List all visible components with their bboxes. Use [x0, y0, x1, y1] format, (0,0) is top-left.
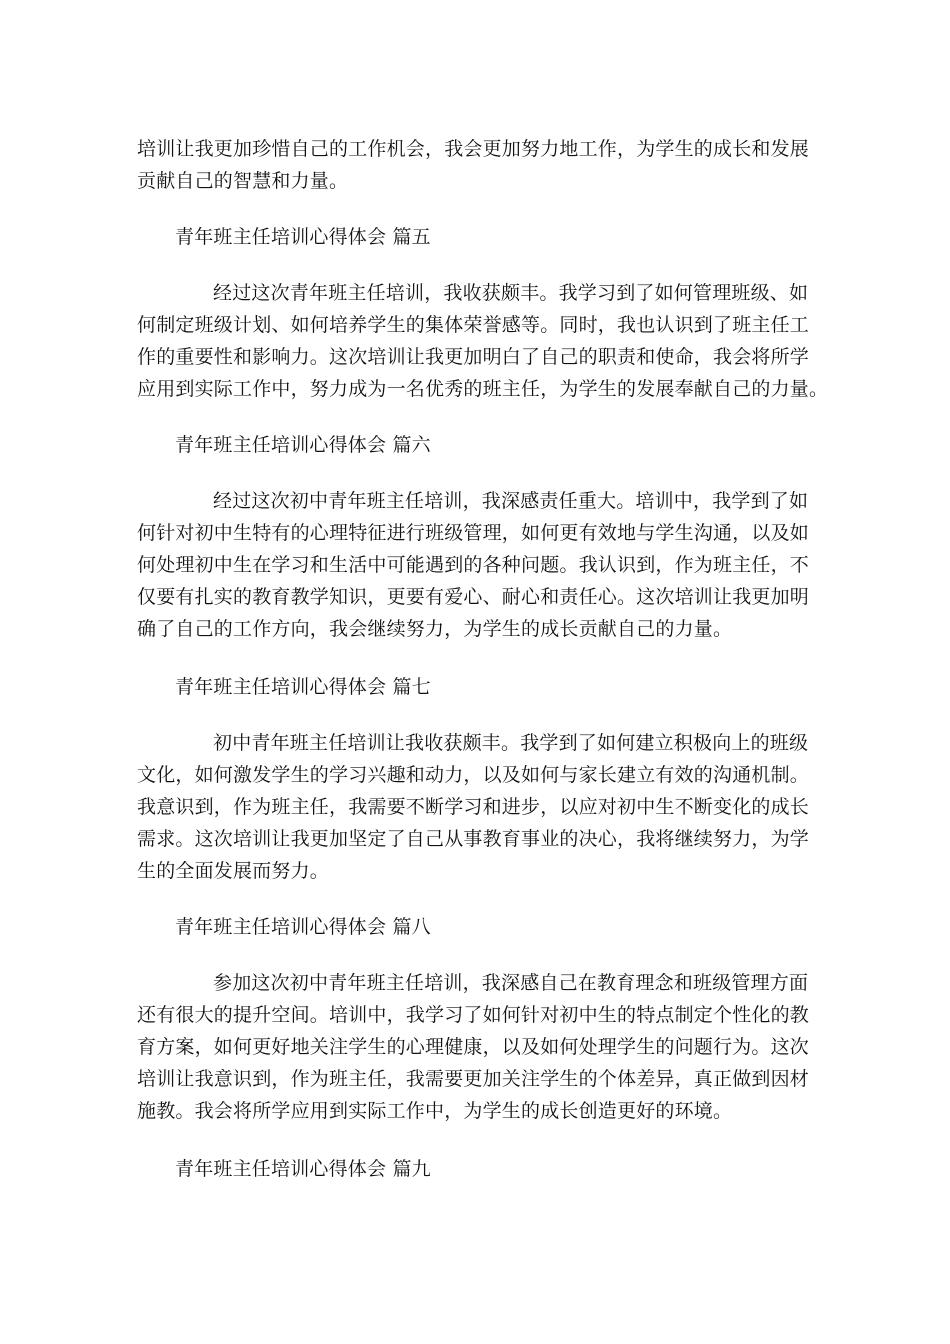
paragraph-line: 经过这次初中青年班主任培训，我深感责任重大。培训中，我学到了如: [213, 490, 809, 512]
paragraph-line: 仅要有扎实的教育教学知识，更要有爱心、耐心和责任心。这次培训让我更加明: [137, 586, 810, 608]
section-heading: 青年班主任培训心得体会 篇七: [175, 676, 431, 698]
paragraph-line: 我意识到，作为班主任，我需要不断学习和进步，以应对初中生不断变化的成长: [137, 796, 810, 818]
paragraph-line: 培训让我意识到，作为班主任，我需要更加关注学生的个体差异，真正做到因材: [137, 1068, 810, 1090]
section-heading: 青年班主任培训心得体会 篇九: [175, 1158, 431, 1180]
paragraph-line: 贡献自己的智慧和力量。: [137, 170, 349, 192]
paragraph-line: 经过这次青年班主任培训，我收获颇丰。我学习到了如何管理班级、如: [213, 282, 809, 304]
paragraph-line: 生的全面发展而努力。: [137, 860, 330, 882]
paragraph-line: 初中青年班主任培训让我收获颇丰。我学到了如何建立积极向上的班级: [213, 732, 809, 754]
paragraph-line: 施教。我会将所学应用到实际工作中，为学生的成长创造更好的环境。: [137, 1100, 733, 1122]
paragraph-line: 育方案，如何更好地关注学生的心理健康，以及如何处理学生的问题行为。这次: [137, 1036, 810, 1058]
section-heading: 青年班主任培训心得体会 篇六: [175, 434, 431, 456]
section-paragraph: [137, 967, 837, 1127]
paragraph-line: 需求。这次培训让我更加坚定了自己从事教育事业的决心，我将继续努力，为学: [137, 828, 810, 850]
paragraph-line: 还有很大的提升空间。培训中，我学习了如何针对初中生的特点制定个性化的教: [137, 1004, 810, 1026]
paragraph-line: 何针对初中生特有的心理特征进行班级管理，如何更有效地与学生沟通，以及如: [137, 522, 810, 544]
section-paragraph: [137, 727, 837, 887]
paragraph-line: 参加这次初中青年班主任培训，我深感自己在教育理念和班级管理方面: [213, 972, 809, 994]
section-paragraph: [137, 485, 837, 645]
paragraph-line: 应用到实际工作中，努力成为一名优秀的班主任，为学生的发展奉献自己的力量。: [137, 378, 829, 400]
section-paragraph: [137, 277, 837, 405]
paragraph-line: 作的重要性和影响力。这次培训让我更加明白了自己的职责和使命，我会将所学: [137, 346, 810, 368]
paragraph-line: 培训让我更加珍惜自己的工作机会，我会更加努力地工作，为学生的成长和发展: [137, 138, 810, 160]
paragraph-line: 确了自己的工作方向，我会继续努力，为学生的成长贡献自己的力量。: [137, 618, 733, 640]
paragraph-line: 何制定班级计划、如何培养学生的集体荣誉感等。同时，我也认识到了班主任工: [137, 314, 810, 336]
section-heading: 青年班主任培训心得体会 篇五: [175, 226, 431, 248]
paragraph-line: 何处理初中生在学习和生活中可能遇到的各种问题。我认识到，作为班主任，不: [137, 554, 810, 576]
paragraph-line: 文化，如何激发学生的学习兴趣和动力，以及如何与家长建立有效的沟通机制。: [137, 764, 810, 786]
intro-paragraph: [137, 133, 837, 197]
section-heading: 青年班主任培训心得体会 篇八: [175, 916, 431, 938]
